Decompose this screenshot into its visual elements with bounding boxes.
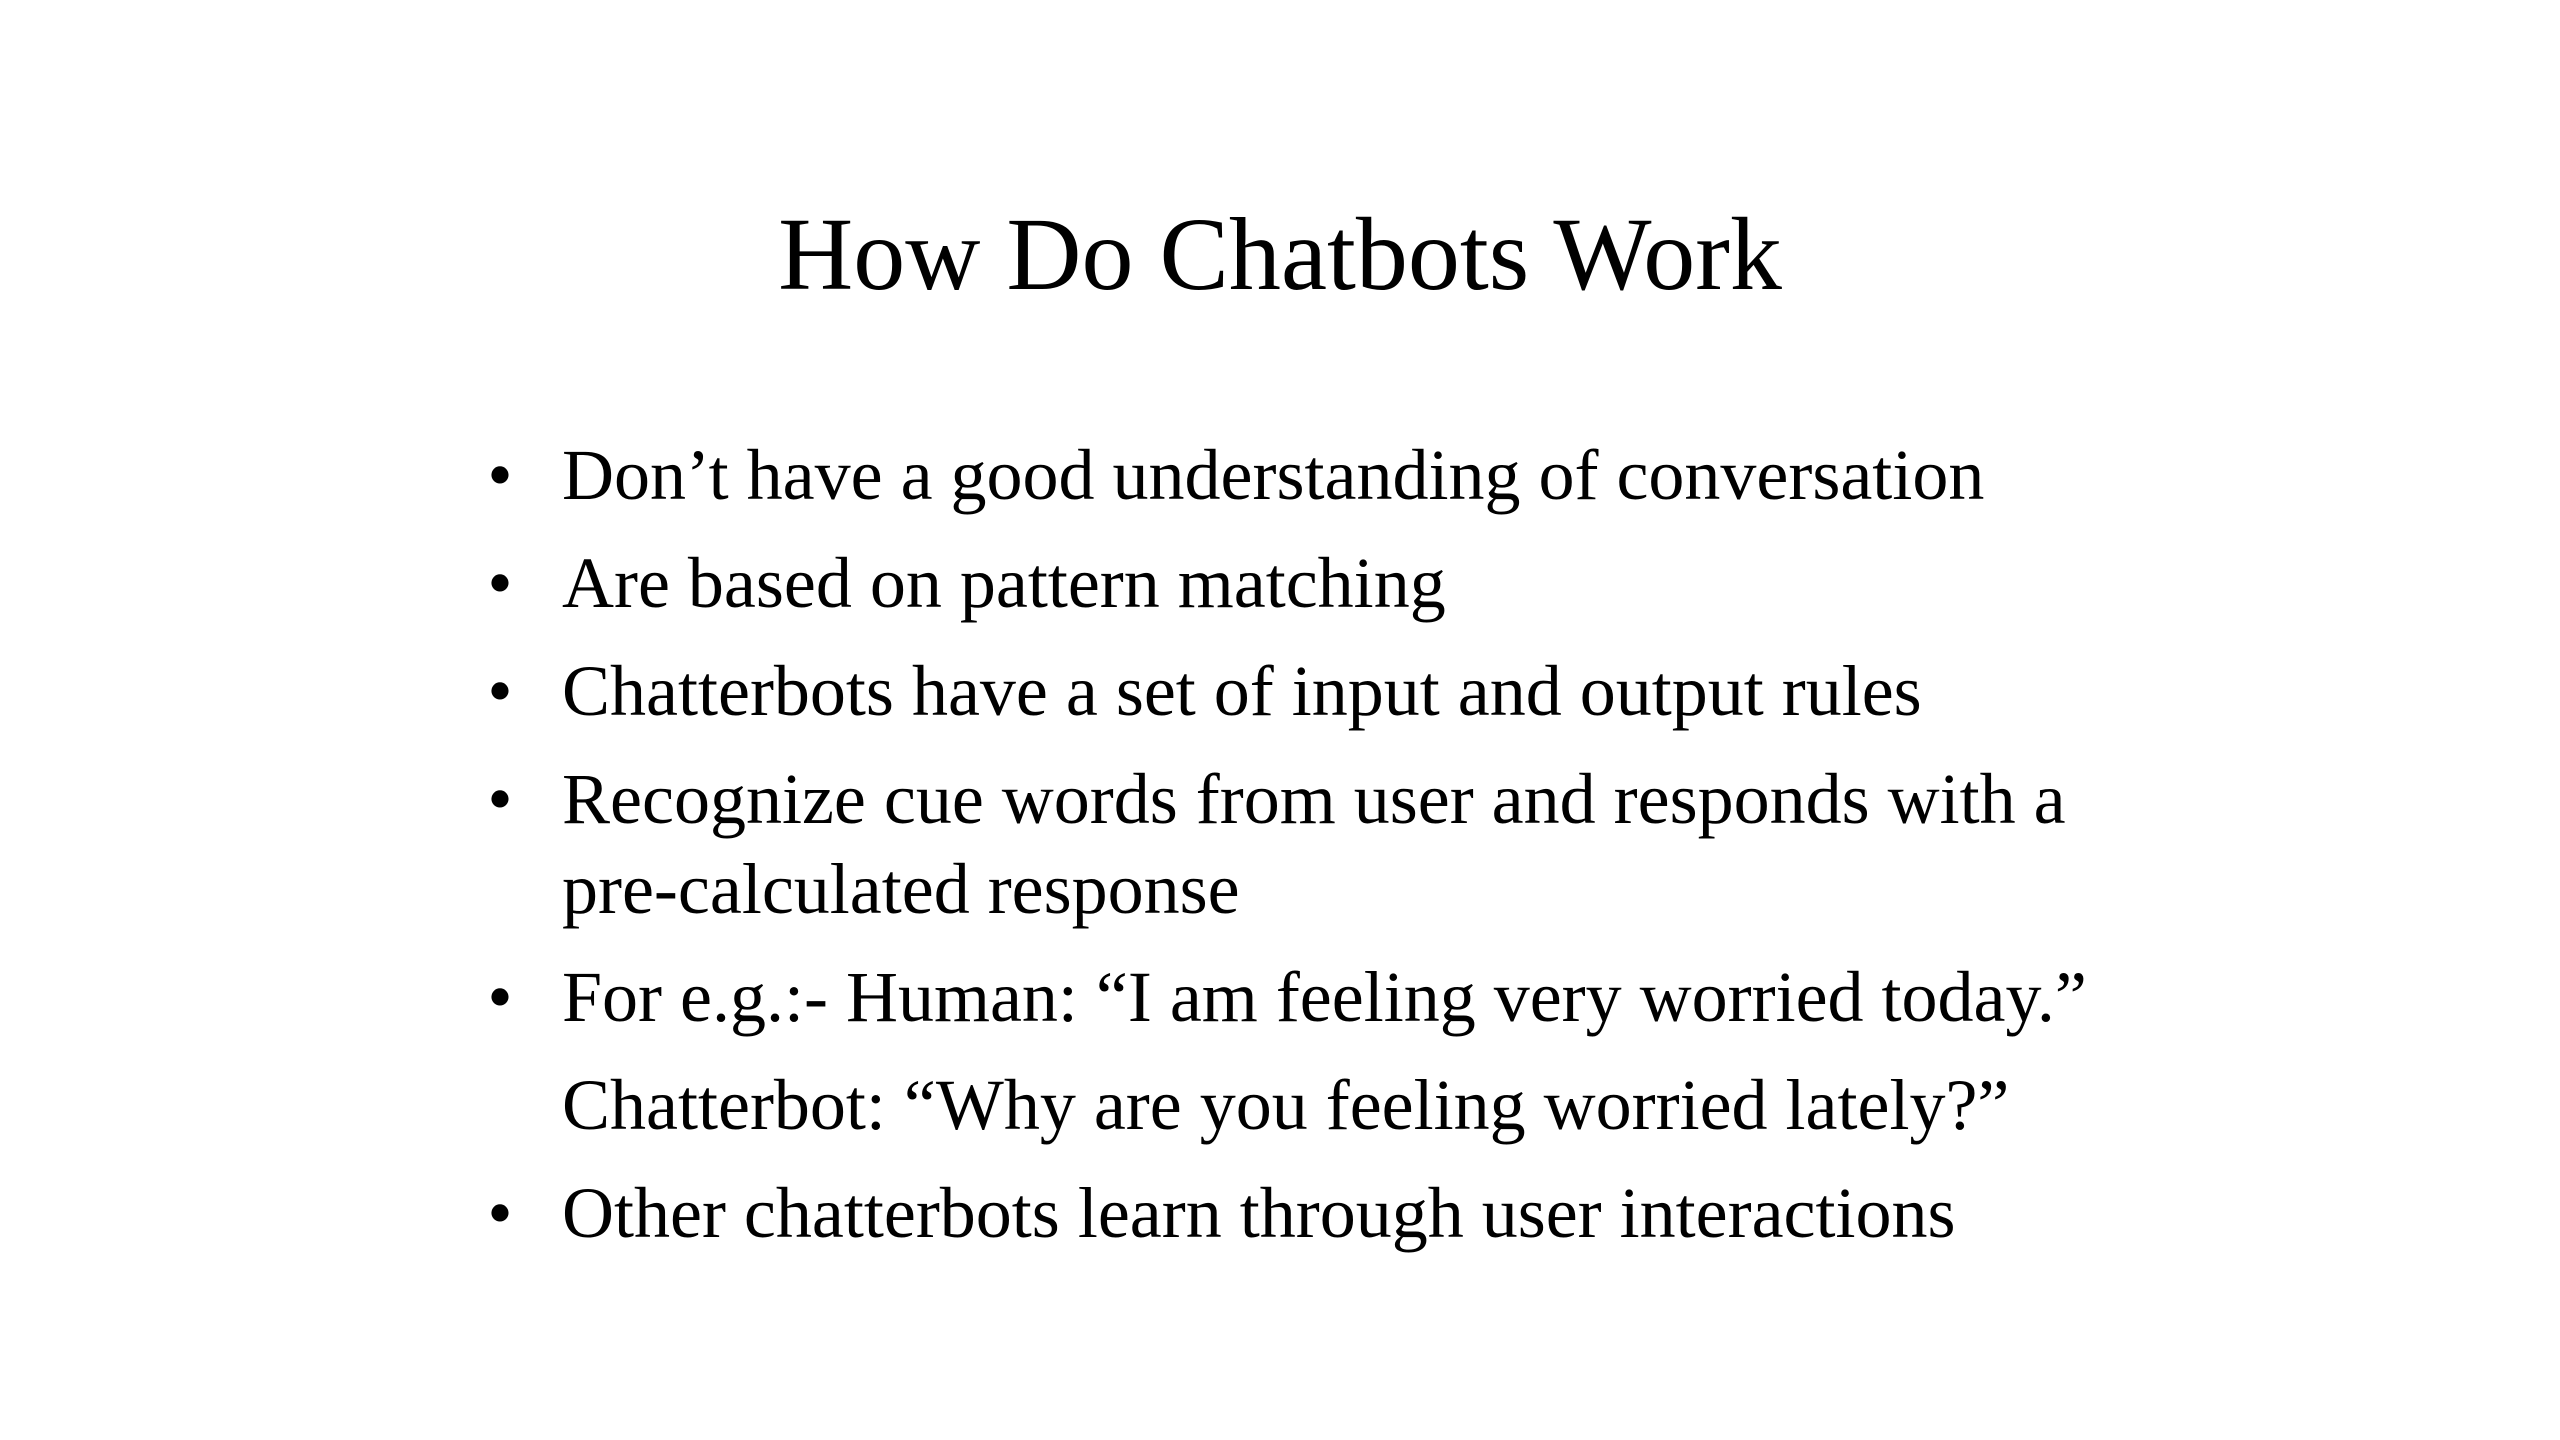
bullet-text: Other chatterbots learn through user interactions: [562, 1173, 1956, 1253]
bullet-item: [480, 538, 2180, 628]
bullet-text: Chatterbots have a set of input and output rules: [562, 651, 1922, 731]
bullet-item: [480, 1168, 2180, 1258]
bullet-item: [480, 754, 2180, 934]
bullet-text: For e.g.:- Human: “I am feeling very worried today.”: [562, 957, 2087, 1037]
bullet-text: Recognize cue words from user and responds with a pre-calculated response: [562, 759, 2066, 929]
bullet-text: Are based on pattern matching: [562, 543, 1446, 623]
slide-title: How Do Chatbots Work: [778, 197, 1782, 312]
bullet-list: [480, 430, 2180, 1276]
bullet-icon: •: [487, 543, 513, 623]
bullet-icon: •: [487, 957, 513, 1037]
continuation-text: Chatterbot: “Why are you feeling worried lately?”: [562, 1065, 2010, 1145]
bullet-icon: •: [487, 759, 513, 839]
bullet-item: [480, 430, 2180, 520]
bullet-icon: •: [487, 1173, 513, 1253]
bullet-continuation: [480, 1060, 2180, 1150]
bullet-icon: •: [487, 651, 513, 731]
bullet-text: Don’t have a good understanding of conversation: [562, 435, 1985, 515]
bullet-item: [480, 952, 2180, 1042]
bullet-item: [480, 646, 2180, 736]
bullet-icon: •: [487, 435, 513, 515]
